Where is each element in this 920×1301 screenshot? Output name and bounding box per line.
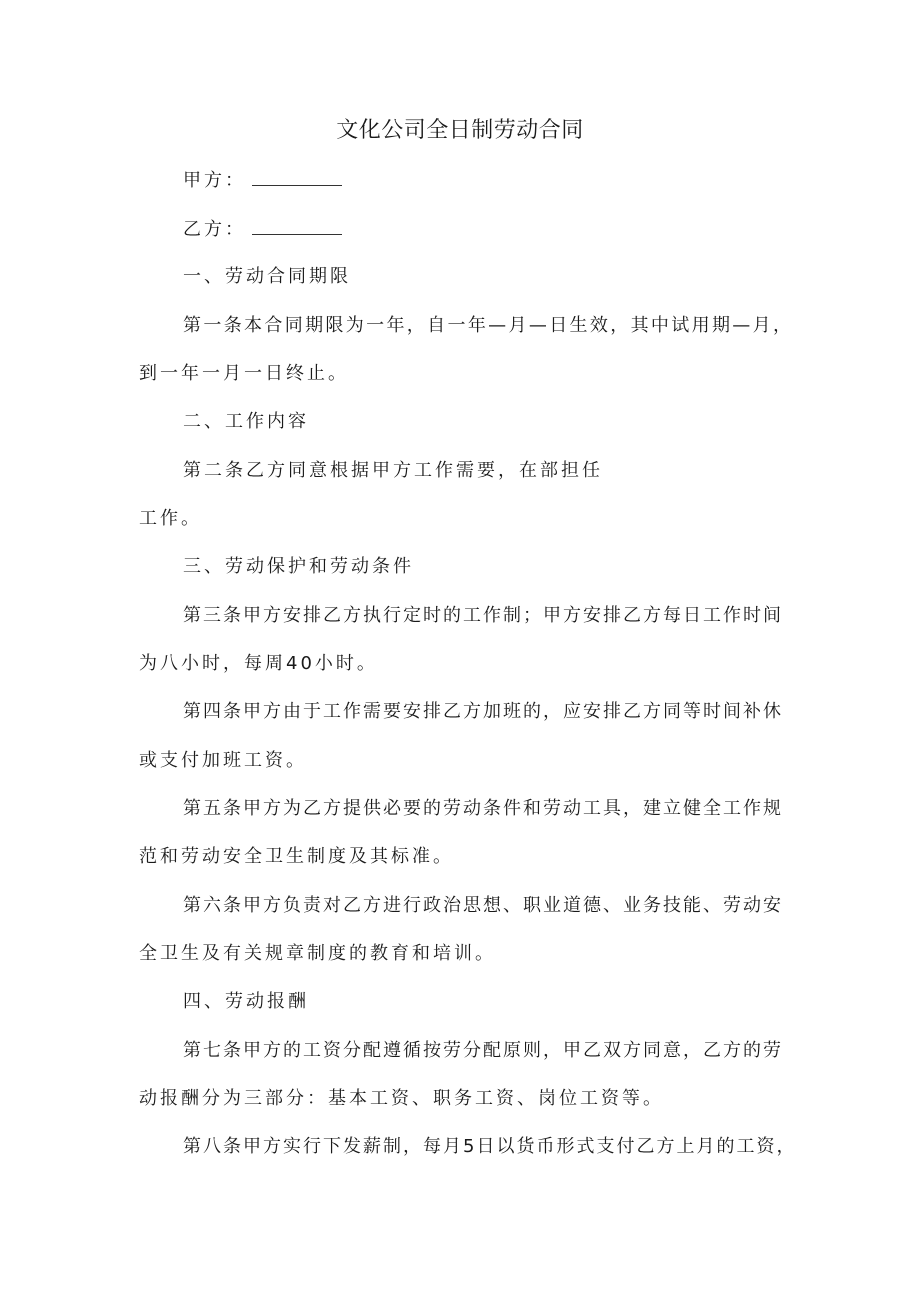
paragraph-line: 全卫生及有关规章制度的教育和培训。: [139, 943, 496, 964]
paragraph-line: 第二条乙方同意根据甲方工作需要，在部担任: [183, 460, 603, 481]
paragraph-line: 第三条甲方安排乙方执行定时的工作制；甲方安排乙方每日工作时间: [183, 605, 783, 626]
paragraph-line: 第七条甲方的工资分配遵循按劳分配原则，甲乙双方同意，乙方的劳: [183, 1040, 783, 1061]
paragraph-line: 范和劳动安全卫生制度及其标准。: [139, 846, 454, 867]
paragraph-line: 第四条甲方由于工作需要安排乙方加班的，应安排乙方同等时间补休: [183, 701, 783, 722]
party-a-blank: [252, 167, 342, 186]
party-b-label: 乙方：: [183, 219, 246, 240]
paragraph-line: 动报酬分为三部分：基本工资、职务工资、岗位工资等。: [139, 1088, 664, 1109]
section-heading: 二、工作内容: [183, 411, 309, 432]
paragraph-line: 第五条甲方为乙方提供必要的劳动条件和劳动工具，建立健全工作规: [183, 798, 783, 819]
party-a-label: 甲方：: [183, 170, 246, 191]
party-b-line: [183, 216, 342, 243]
section-heading: 四、劳动报酬: [183, 991, 309, 1012]
section-heading: 三、劳动保护和劳动条件: [183, 556, 414, 577]
paragraph-line: 第八条甲方实行下发薪制，每月5日以货币形式支付乙方上月的工资，: [183, 1136, 797, 1157]
section-heading: 一、劳动合同期限: [183, 266, 351, 287]
paragraph-line: 第一条本合同期限为一年，自一年—月—日生效，其中试用期—月，: [183, 315, 793, 336]
document-title: 文化公司全日制劳动合同: [336, 118, 584, 143]
paragraph-line: 到一年一月一日终止。: [139, 363, 349, 384]
party-b-blank: [252, 216, 342, 235]
paragraph-line: 第六条甲方负责对乙方进行政治思想、职业道德、业务技能、劳动安: [183, 895, 783, 916]
paragraph-line: 或支付加班工资。: [139, 750, 307, 771]
paragraph-line: 工作。: [139, 508, 202, 529]
paragraph-line: 为八小时，每周40小时。: [139, 653, 378, 674]
party-a-line: [183, 167, 342, 194]
